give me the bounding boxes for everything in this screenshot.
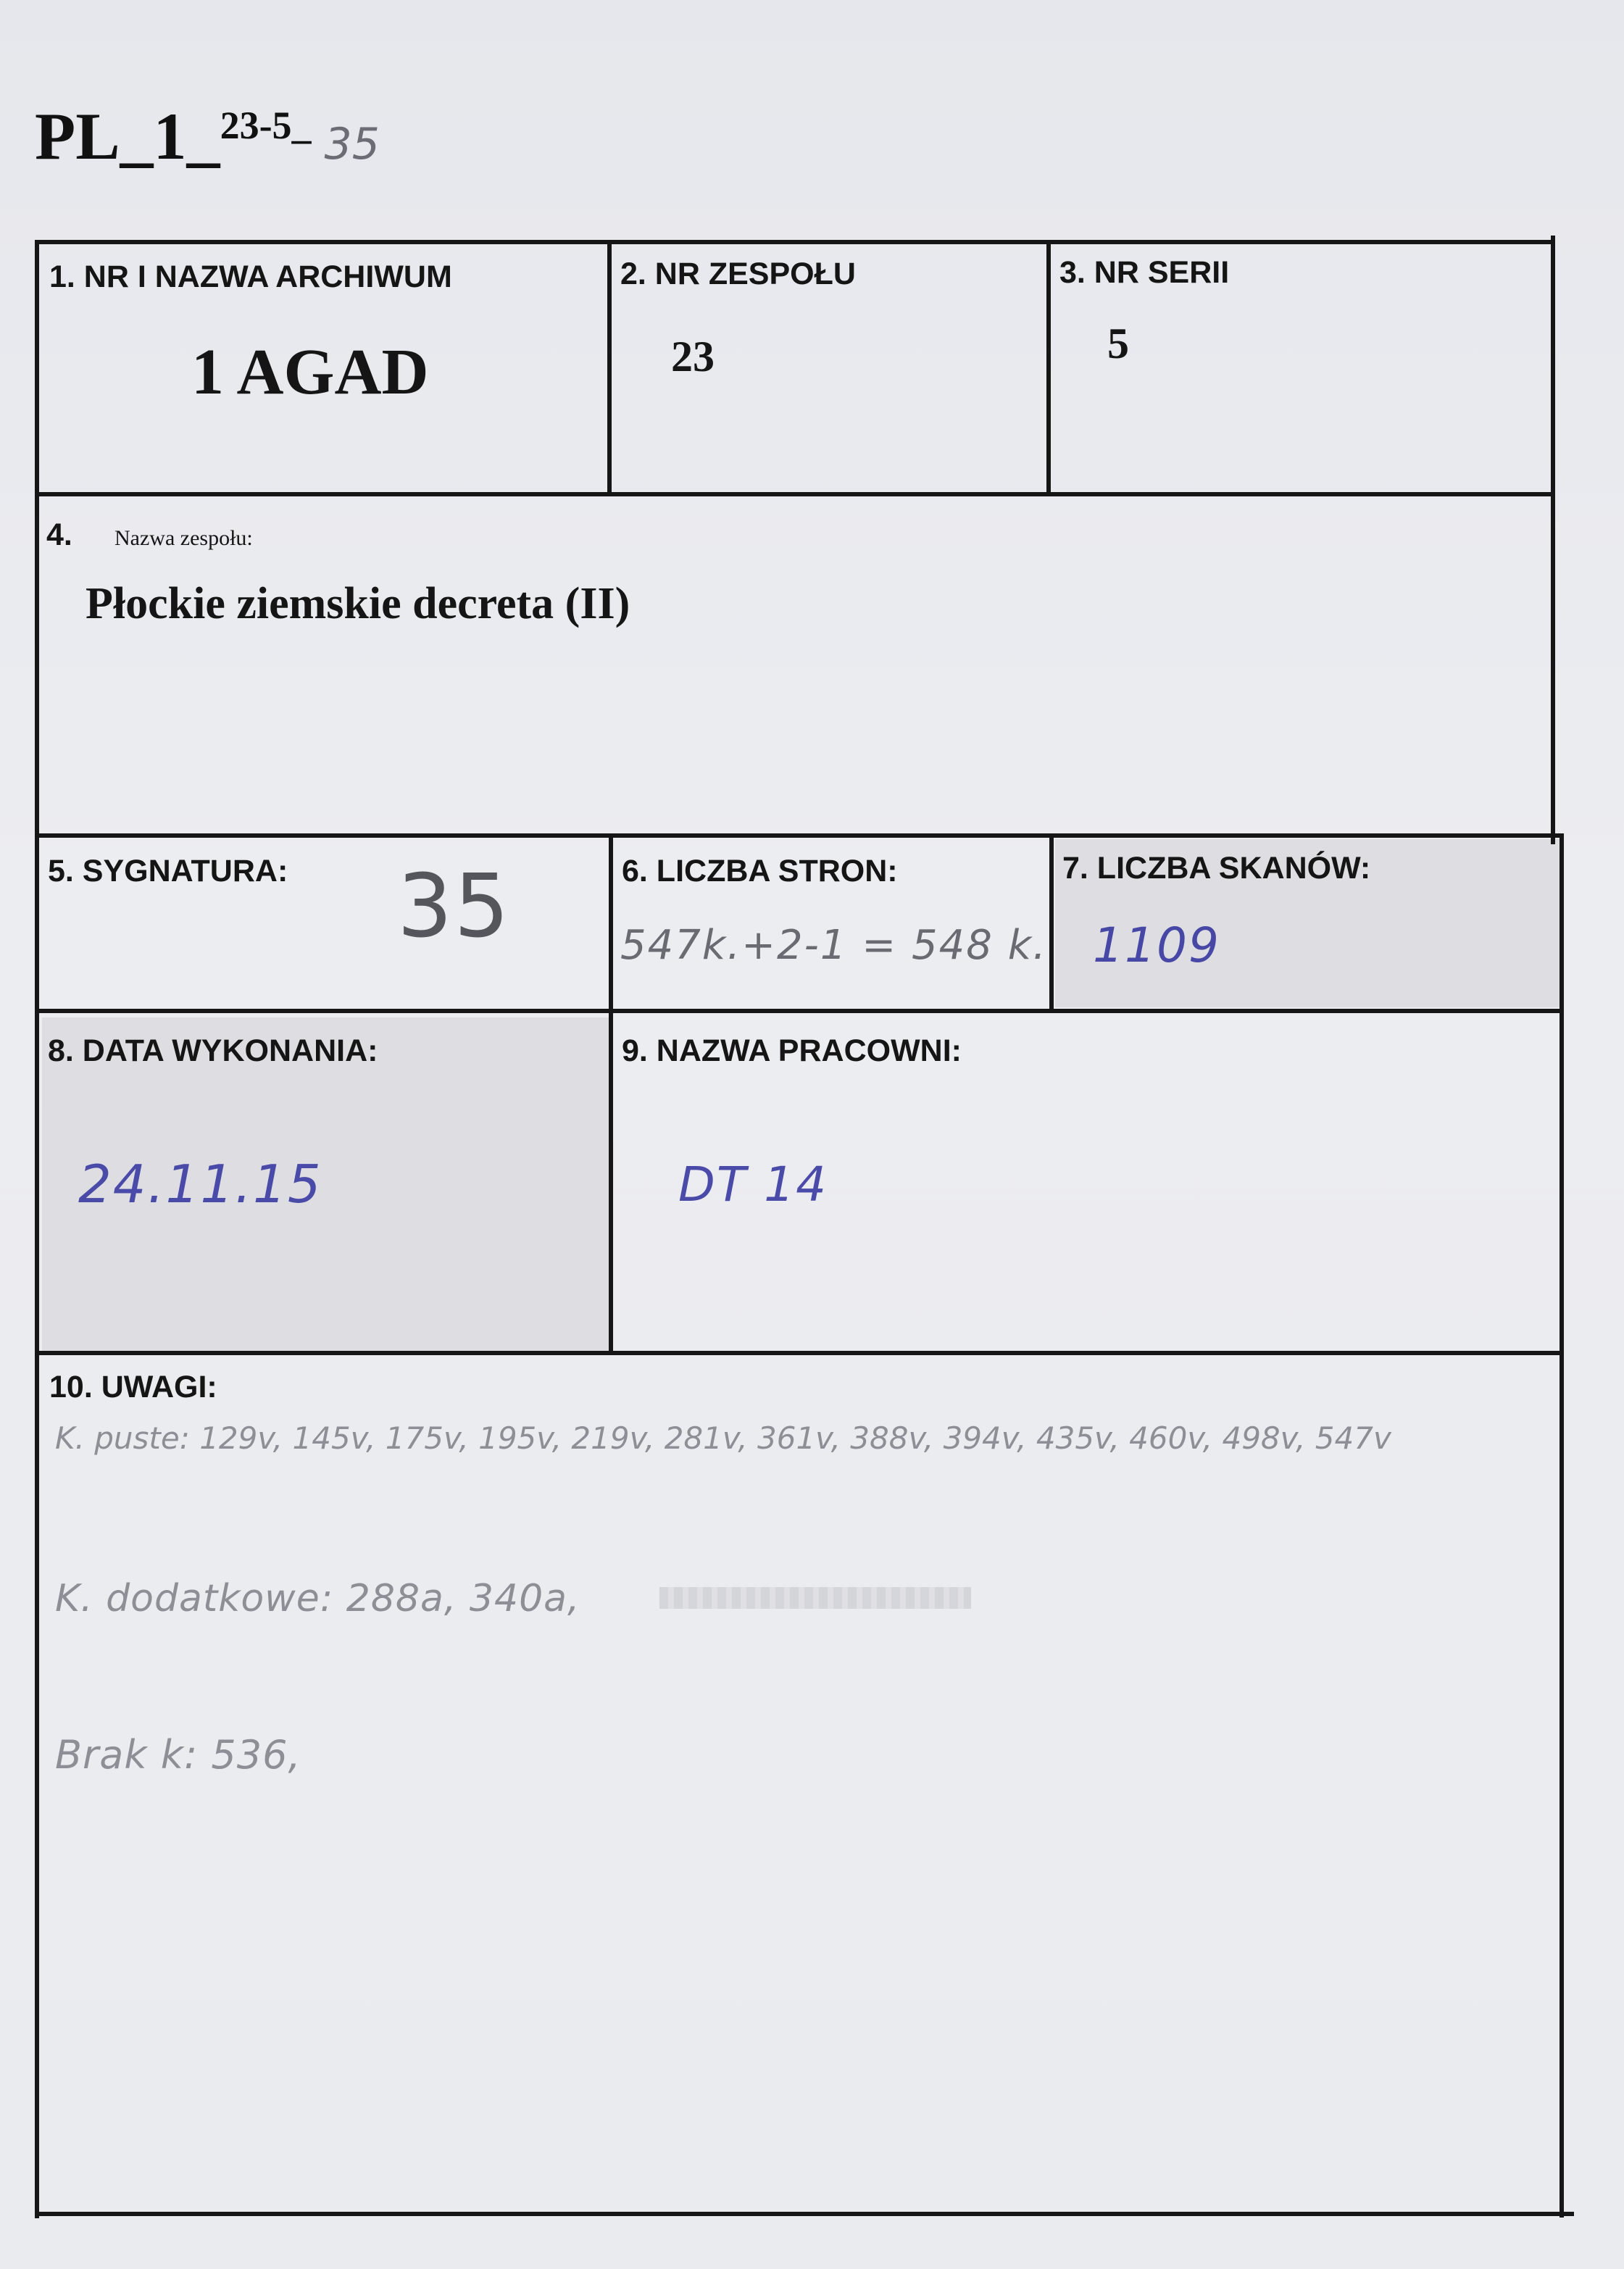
grid-col-line-2b xyxy=(1049,833,1054,1012)
grid-col-line-1b xyxy=(609,833,613,1354)
grid-row-line-1 xyxy=(35,492,1555,496)
grid-col-line-2a xyxy=(1046,240,1051,495)
grid-row-line-2 xyxy=(35,833,1564,838)
document-header xyxy=(35,98,380,175)
header-handwritten-number: 35 xyxy=(324,119,380,170)
header-code: 23-5_ xyxy=(220,104,312,147)
archive-value: 1 AGAD xyxy=(191,336,429,408)
grid-right-border-lower xyxy=(1560,833,1564,2218)
grid-row-line-3 xyxy=(35,1009,1564,1013)
remarks-additional-leaves: K. dodatkowe: 288a, 340a, xyxy=(55,1577,580,1620)
scan-count-value: 1109 xyxy=(1093,917,1220,973)
signature-value: 35 xyxy=(397,857,511,957)
fonds-name-value: Płockie ziemskie decreta (II) xyxy=(86,579,630,628)
date-value: 24.11.15 xyxy=(78,1154,322,1215)
remarks-missing-leaf: Brak k: 536, xyxy=(55,1732,301,1778)
header-prefix: PL_1_ xyxy=(35,99,220,173)
page-count-value: 547k.+2-1 = 548 k. xyxy=(620,922,1047,969)
fonds-name-label: Nazwa zespołu: xyxy=(114,526,253,550)
signature-label: 5. SYGNATURA: xyxy=(48,854,288,888)
fonds-name-number: 4. xyxy=(46,517,72,552)
series-number-value: 5 xyxy=(1107,320,1129,367)
remarks-empty-leaves: K. puste: 129v, 145v, 175v, 195v, 219v, 281v, 361v, 388v, 394v, 435v, 460v, 498v, 547v xyxy=(55,1420,1391,1456)
workshop-name-label: 9. NAZWA PRACOWNI: xyxy=(622,1033,962,1068)
grid-col-line-1a xyxy=(607,240,612,495)
grid-top-border xyxy=(35,240,1554,244)
grid-bottom-border xyxy=(35,2212,1574,2216)
remarks-label: 10. UWAGI: xyxy=(49,1370,217,1404)
scan-count-label: 7. LICZBA SKANÓW: xyxy=(1062,851,1371,886)
crossed-out-text xyxy=(659,1587,971,1609)
page-count-label: 6. LICZBA STRON: xyxy=(622,854,898,888)
grid-right-border-upper xyxy=(1551,236,1555,844)
grid-left-border xyxy=(35,240,39,2218)
fonds-number-label: 2. NR ZESPOŁU xyxy=(620,257,856,291)
series-number-label: 3. NR SERII xyxy=(1059,255,1230,290)
grid-row-line-4 xyxy=(35,1351,1564,1355)
date-label: 8. DATA WYKONANIA: xyxy=(48,1033,378,1068)
workshop-name-value: DT 14 xyxy=(678,1157,828,1212)
fonds-number-value: 23 xyxy=(671,333,715,380)
archive-label: 1. NR I NAZWA ARCHIWUM xyxy=(49,259,452,294)
